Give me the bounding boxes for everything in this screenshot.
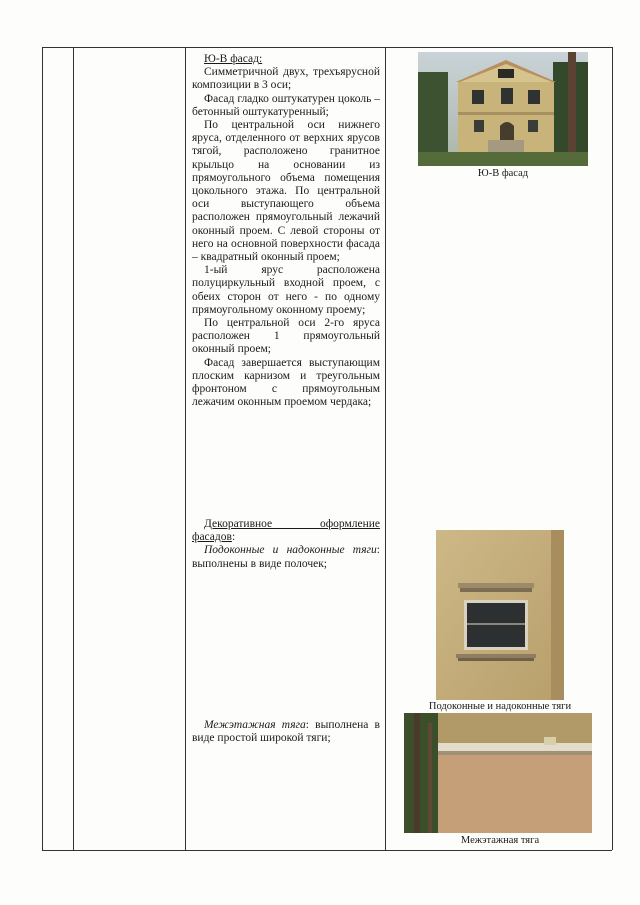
photo-se-facade	[418, 52, 588, 166]
caption-interfloor-cornice: Межэтажная тяга	[460, 835, 540, 846]
photo-interfloor-cornice	[404, 713, 592, 833]
photo-window-sill	[436, 530, 564, 700]
table-col-border-5	[612, 47, 613, 850]
paragraph-second-tier: По центральной оси 2-го яруса расположен 1 прямоугольный оконный проем;	[192, 317, 380, 356]
paragraph-plaster: Фасад гладко оштукатурен цоколь – бетонный оштукатуренный;	[192, 92, 380, 118]
section-heading: Ю-В фасад:	[204, 53, 263, 65]
caption-se-facade: Ю-В фасад	[477, 168, 529, 179]
decor-heading: Декоративное оформление фасадов:	[192, 518, 380, 544]
table-bottom-border	[42, 850, 612, 851]
interfloor-item: Межэтажная тяга: выполнена в виде простой широкой тяги;	[192, 719, 380, 745]
table-col-border-3	[185, 47, 186, 850]
paragraph-composition: Симметричной двух, трехъярусной композиции в 3 оси;	[192, 66, 380, 92]
facade-description	[192, 53, 380, 409]
interfloor-block	[192, 719, 380, 745]
decor-heading-block	[192, 518, 380, 571]
sill-cornice-item: Подоконные и надоконные тяги: выполнены в виде полочек;	[192, 544, 380, 570]
table-col-border-2	[73, 47, 74, 850]
paragraph-lower-tier: По центральной оси нижнего яруса, отделенного от верхних ярусов тягой, расположено гранитное крыльцо на основании из прямоугольного объема помещения цокольного этажа. По центральной оси выступающего объема расположен прямоугольный лежачий оконный проем. С левой стороны от него на основной поверхности фасада – квадратный оконный проем;	[192, 119, 380, 264]
table-col-border-4	[385, 47, 386, 850]
caption-window-sill: Подоконные и надоконные тяги	[428, 701, 572, 712]
table-top-border	[42, 47, 612, 48]
table-col-border-1	[42, 47, 43, 850]
paragraph-completion: Фасад завершается выступающим плоским карнизом и треугольным фронтоном с прямоугольным лежачим оконным проемом чердака;	[192, 356, 380, 409]
paragraph-first-tier: 1-ый ярус расположена полуциркульный входной проем, с обеих сторон от него - по одному прямоугольному оконному проему;	[192, 264, 380, 316]
